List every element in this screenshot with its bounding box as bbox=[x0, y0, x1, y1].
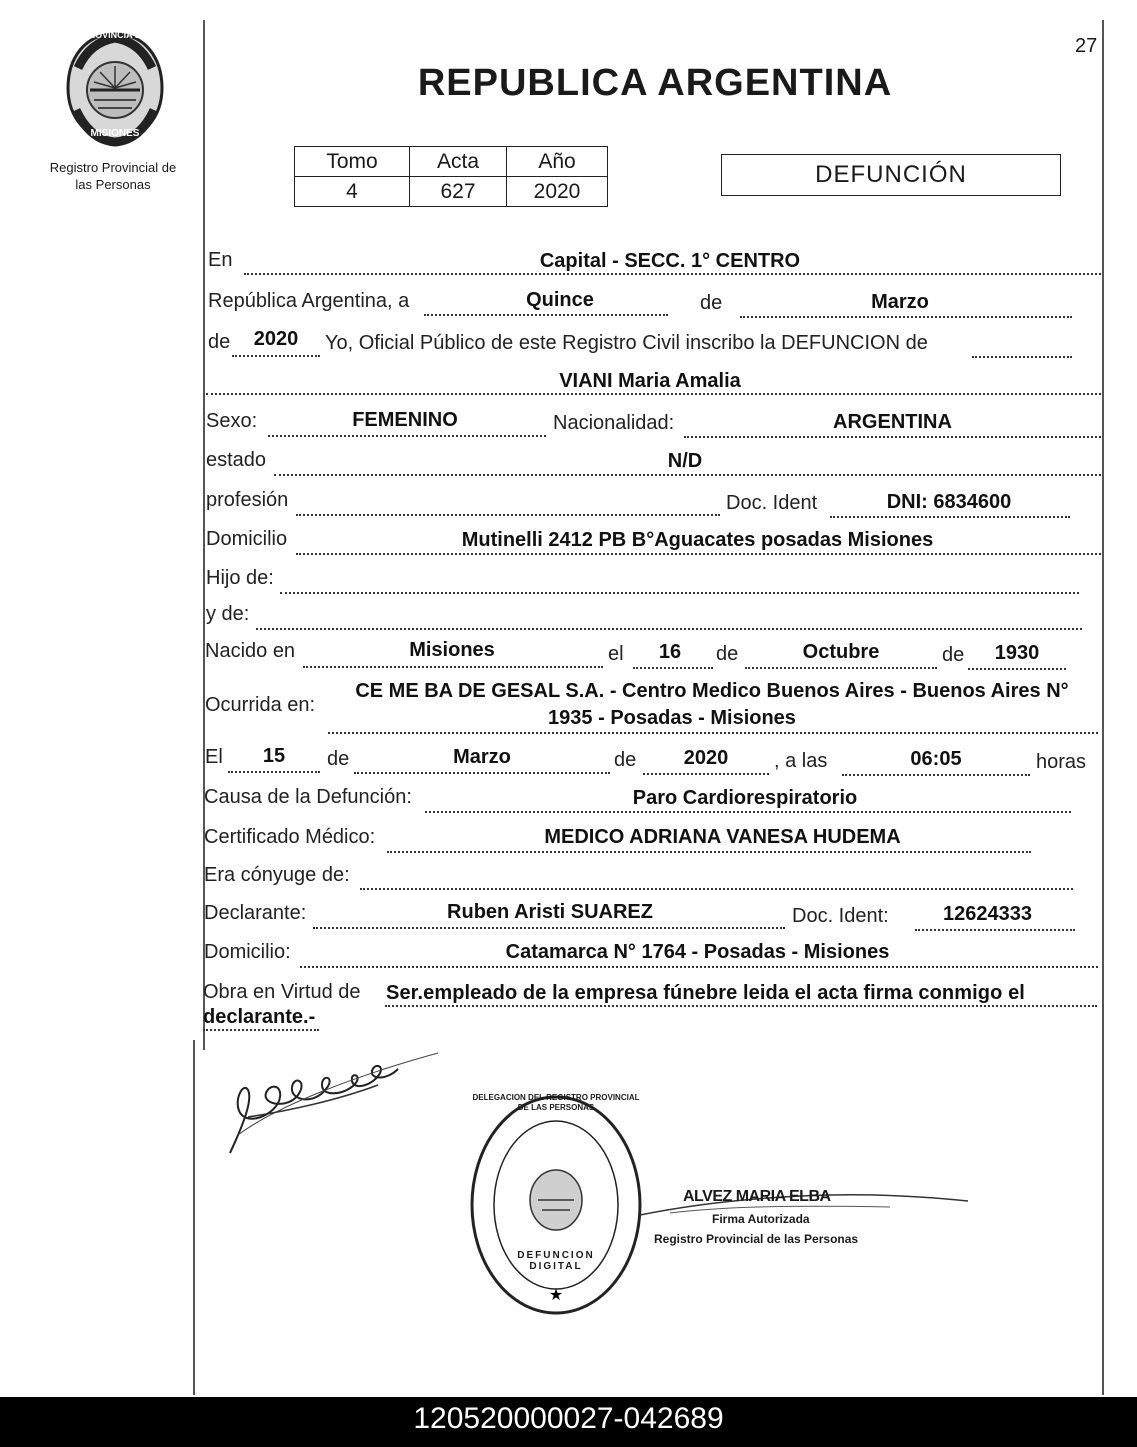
nacido-value: Misiones bbox=[409, 639, 495, 661]
estado-dots bbox=[274, 474, 1101, 476]
estado-value: N/D bbox=[667, 450, 703, 472]
birth-year-dots bbox=[968, 668, 1066, 670]
death-time-dots bbox=[842, 774, 1030, 776]
right-margin-line bbox=[1102, 20, 1104, 1395]
de-label-3: de bbox=[716, 643, 739, 665]
ocurrida-dots bbox=[328, 732, 1098, 734]
doc-ident2-dots bbox=[915, 929, 1075, 931]
domicilio-dots bbox=[296, 553, 1101, 555]
doc-ident2-label: Doc. Ident: bbox=[792, 905, 889, 927]
seal-inner-text: DEFUNCION DIGITAL bbox=[517, 1250, 595, 1272]
value-tomo: 4 bbox=[295, 177, 410, 207]
logo-text-bottom: MISIONES bbox=[90, 128, 140, 139]
month-value: Marzo bbox=[871, 291, 929, 313]
death-day-dots bbox=[228, 771, 320, 773]
yo-text: Yo, Oficial Público de este Registro Civil inscribo la DEFUNCION de bbox=[325, 332, 928, 354]
de-label-5: de bbox=[327, 748, 350, 770]
en-label: En bbox=[208, 249, 233, 271]
declarant-signature bbox=[218, 1045, 448, 1160]
page-title: REPUBLICA ARGENTINA bbox=[417, 62, 893, 104]
svg-text:★: ★ bbox=[548, 1285, 564, 1304]
certificado-dots bbox=[387, 851, 1031, 853]
conyuge-dots bbox=[360, 888, 1073, 890]
birth-month-dots bbox=[745, 667, 937, 669]
nacionalidad-value: ARGENTINA bbox=[833, 411, 952, 433]
republica-label: República Argentina, a bbox=[208, 290, 410, 312]
deceased-name: VIANI Maria Amalia bbox=[559, 370, 741, 392]
left-margin-line-lower bbox=[193, 1040, 195, 1395]
domicilio2-dots bbox=[300, 966, 1098, 968]
certificado-value: MEDICO ADRIANA VANESA HUDEMA bbox=[544, 826, 901, 848]
obra-label: Obra en Virtud de bbox=[203, 981, 361, 1003]
nacido-label: Nacido en bbox=[205, 640, 296, 662]
hijo-dots bbox=[280, 592, 1079, 594]
authority-role: Firma Autorizada bbox=[712, 1212, 810, 1226]
declarante-label: Declarante: bbox=[204, 902, 307, 924]
day-dots bbox=[424, 314, 668, 316]
death-time: 06:05 bbox=[910, 748, 962, 770]
header-anio: Año bbox=[507, 147, 608, 177]
record-table bbox=[294, 146, 608, 207]
registry-name-line2: las Personas bbox=[75, 177, 151, 192]
birth-day: 16 bbox=[658, 641, 682, 663]
month-dots bbox=[740, 316, 1072, 318]
horas-label: horas bbox=[1036, 751, 1087, 773]
year-dots bbox=[232, 355, 320, 357]
doc-ident-label: Doc. Ident bbox=[726, 492, 818, 514]
causa-dots bbox=[425, 811, 1071, 813]
birth-day-dots bbox=[633, 667, 713, 669]
sexo-dots bbox=[268, 435, 546, 437]
death-day: 15 bbox=[262, 745, 286, 767]
nacionalidad-dots bbox=[684, 436, 1101, 438]
death-year-dots bbox=[643, 773, 769, 775]
table-header-row bbox=[295, 147, 608, 177]
ocurrida-line2: 1935 - Posadas - Misiones bbox=[548, 707, 796, 729]
death-month: Marzo bbox=[453, 746, 511, 768]
profesion-label: profesión bbox=[206, 489, 289, 511]
yde-label: y de: bbox=[206, 603, 250, 625]
declarante-value: Ruben Aristi SUAREZ bbox=[447, 901, 653, 923]
de-label-1: de bbox=[700, 292, 723, 314]
obra-value-line1: Ser.empleado de la empresa fúnebre leida el acta firma conmigo el bbox=[386, 982, 1025, 1004]
doc-ident2-value: 12624333 bbox=[943, 903, 1032, 925]
value-anio: 2020 bbox=[507, 177, 608, 207]
yo-dots bbox=[972, 356, 1072, 358]
declarante-dots bbox=[313, 927, 785, 929]
seal-ring-text: DELEGACION DEL REGISTRO PROVINCIAL DE LAS PERSONAS bbox=[472, 1093, 640, 1112]
header-acta: Acta bbox=[410, 147, 507, 177]
estado-label: estado bbox=[206, 449, 267, 471]
de-label-4: de bbox=[942, 644, 965, 666]
header-tomo: Tomo bbox=[295, 147, 410, 177]
table-value-row bbox=[295, 177, 608, 207]
en-value: Capital - SECC. 1° CENTRO bbox=[539, 250, 801, 272]
death-month-dots bbox=[354, 772, 610, 774]
alas-label: , a las bbox=[774, 750, 828, 772]
causa-label: Causa de la Defunción: bbox=[204, 786, 412, 808]
domicilio2-label: Domicilio: bbox=[204, 941, 291, 963]
de-label-2: de bbox=[208, 331, 231, 353]
record-type-box: DEFUNCIÓN bbox=[721, 154, 1061, 196]
domicilio-label: Domicilio bbox=[206, 528, 288, 550]
certificado-label: Certificado Médico: bbox=[204, 826, 376, 848]
el-label: el bbox=[608, 643, 624, 665]
death-year: 2020 bbox=[683, 747, 729, 769]
year-value: 2020 bbox=[253, 328, 299, 350]
name-dots bbox=[206, 393, 1101, 395]
sexo-label: Sexo: bbox=[206, 410, 258, 432]
el2-label: El bbox=[205, 746, 223, 768]
nacionalidad-label: Nacionalidad: bbox=[553, 412, 675, 434]
nacido-dots bbox=[303, 666, 603, 668]
domicilio-value: Mutinelli 2412 PB B°Aguacates posadas Misiones bbox=[461, 529, 934, 551]
authority-name: ALVEZ MARIA ELBA bbox=[683, 1188, 831, 1205]
registry-name-line1: Registro Provincial de bbox=[49, 160, 177, 175]
authority-registry: Registro Provincial de las Personas bbox=[654, 1232, 859, 1246]
causa-value: Paro Cardiorespiratorio bbox=[632, 787, 858, 809]
hijo-label: Hijo de: bbox=[206, 567, 274, 589]
birth-month: Octubre bbox=[802, 641, 880, 663]
doc-ident-value: DNI: 6834600 bbox=[886, 491, 1012, 513]
doc-ident-dots bbox=[830, 516, 1070, 518]
birth-year: 1930 bbox=[994, 642, 1040, 664]
sexo-value: FEMENINO bbox=[352, 409, 458, 431]
de-label-6: de bbox=[614, 749, 637, 771]
obra-value-line2: declarante.- bbox=[203, 1006, 316, 1028]
conyuge-label: Era cónyuge de: bbox=[204, 864, 350, 886]
ocurrida-line1: CE ME BA DE GESAL S.A. - Centro Medico Buenos Aires - Buenos Aires N° bbox=[355, 680, 1069, 702]
yde-dots bbox=[256, 628, 1082, 630]
domicilio2-value: Catamarca N° 1764 - Posadas - Misiones bbox=[505, 941, 890, 963]
obra-dots bbox=[385, 1005, 1097, 1007]
page-number: 27 bbox=[1075, 35, 1098, 57]
document-code: 120520000027-042689 bbox=[0, 1397, 1137, 1447]
ocurrida-label: Ocurrida en: bbox=[205, 694, 316, 716]
official-seal bbox=[466, 1090, 646, 1320]
profesion-dots bbox=[296, 514, 720, 516]
obra-dots-2 bbox=[203, 1029, 319, 1031]
logo-text-top: PROVINCIA DE bbox=[82, 30, 148, 40]
en-dots bbox=[244, 273, 1101, 275]
day-value: Quince bbox=[526, 289, 594, 311]
value-acta: 627 bbox=[410, 177, 507, 207]
